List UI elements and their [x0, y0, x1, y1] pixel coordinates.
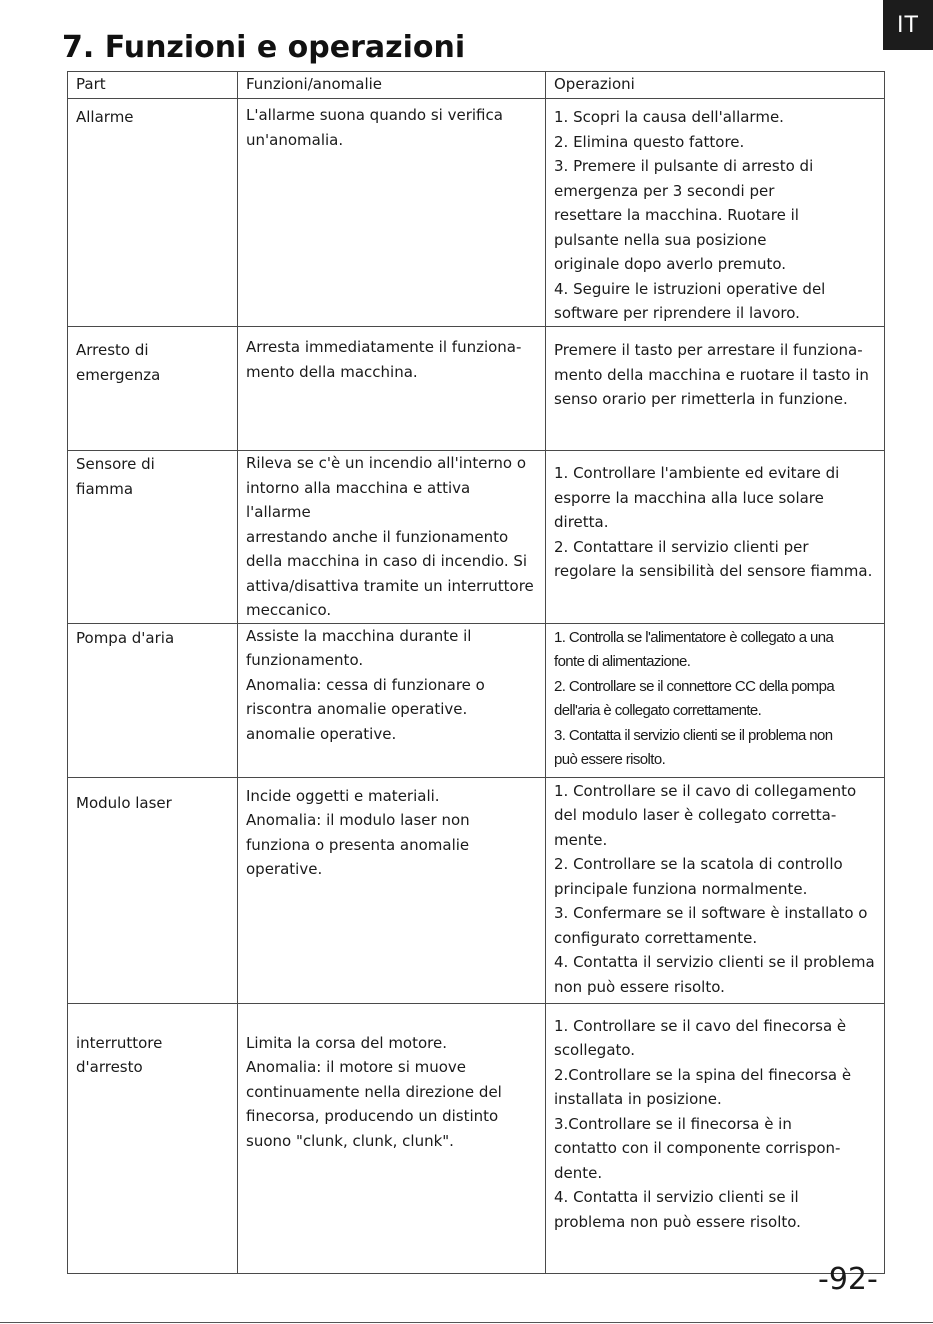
table-row	[68, 623, 885, 777]
page-number: -92-	[818, 1262, 878, 1297]
row-operations-alarm: 1. Scopri la causa dell'allarme. 2. Elimina questo fattore. 3. Premere il pulsante di arresto di emergenza per 3 secondi per resettare la macchina. Ruotare il pulsante nella sua posizione originale dopo averlo premuto. 4. Seguire le istruzioni operative del software per riprendere il lavoro.	[546, 99, 885, 327]
row-part-limit-switch: interruttore d'arresto	[68, 1003, 238, 1273]
header-part: Part	[68, 72, 238, 99]
table-header-row	[68, 72, 885, 99]
table-row	[68, 777, 885, 1003]
row-operations-laser-module: 1. Controllare se il cavo di collegamento del modulo laser è collegato corretta- mente. 2. Controllare se la scatola di controllo principale funziona normalmente. 3. Confermare se il software è installato o configurato correttamente. 4. Contatta il servizio clienti se il problema non può essere risolto.	[546, 777, 885, 1003]
table-row	[68, 99, 885, 327]
row-operations-emergency-stop: Premere il tasto per arrestare il funziona- mento della macchina e ruotare il tasto in senso orario per rimetterla in funzione.	[546, 327, 885, 451]
row-part-air-pump: Pompa d'aria	[68, 623, 238, 777]
header-operations: Operazioni	[546, 72, 885, 99]
language-tab: IT	[883, 0, 933, 50]
row-function-emergency-stop: Arresta immediatamente il funziona- mento della macchina.	[238, 327, 546, 451]
row-function-flame-sensor: Rileva se c'è un incendio all'interno o intorno alla macchina e attiva l'allarme arrestando anche il funzionamento della macchina in caso di incendio. Si attiva/disattiva tramite un interruttore meccanico.	[238, 451, 546, 624]
row-operations-air-pump: 1. Controlla se l'alimentatore è collegato a una fonte di alimentazione. 2. Controllare se il connettore CC della pompa dell'aria è collegato correttamente. 3. Contatta il servizio clienti se il problema non può essere risolto.	[546, 623, 885, 777]
row-function-limit-switch: Limita la corsa del motore. Anomalia: il motore si muove continuamente nella direzione del finecorsa, producendo un distinto suono "clunk, clunk, clunk".	[238, 1003, 546, 1273]
row-function-alarm: L'allarme suona quando si verifica un'anomalia.	[238, 99, 546, 327]
row-part-alarm: Allarme	[68, 99, 238, 327]
row-part-flame-sensor: Sensore di fiamma	[68, 451, 238, 624]
page-title: 7. Funzioni e operazioni	[62, 30, 466, 65]
table-row	[68, 327, 885, 451]
row-operations-limit-switch: 1. Controllare se il cavo del finecorsa è scollegato. 2.Controllare se la spina del finecorsa è installata in posizione. 3.Controllare se il finecorsa è in contatto con il componente corrispon- dente. 4. Contatta il servizio clienti se il problema non può essere risolto.	[546, 1003, 885, 1273]
row-operations-flame-sensor: 1. Controllare l'ambiente ed evitare di esporre la macchina alla luce solare diretta. 2. Contattare il servizio clienti per regolare la sensibilità del sensore fiamma.	[546, 451, 885, 624]
row-part-emergency-stop: Arresto di emergenza	[68, 327, 238, 451]
table-row	[68, 451, 885, 624]
header-functions: Funzioni/anomalie	[238, 72, 546, 99]
row-part-laser-module: Modulo laser	[68, 777, 238, 1003]
row-function-air-pump: Assiste la macchina durante il funzionamento. Anomalia: cessa di funzionare o riscontra anomalie operative. anomalie operative.	[238, 623, 546, 777]
row-function-laser-module: Incide oggetti e materiali. Anomalia: il modulo laser non funziona o presenta anomalie operative.	[238, 777, 546, 1003]
bottom-rule	[0, 1322, 933, 1323]
table-row	[68, 1003, 885, 1273]
functions-table	[67, 71, 885, 1274]
